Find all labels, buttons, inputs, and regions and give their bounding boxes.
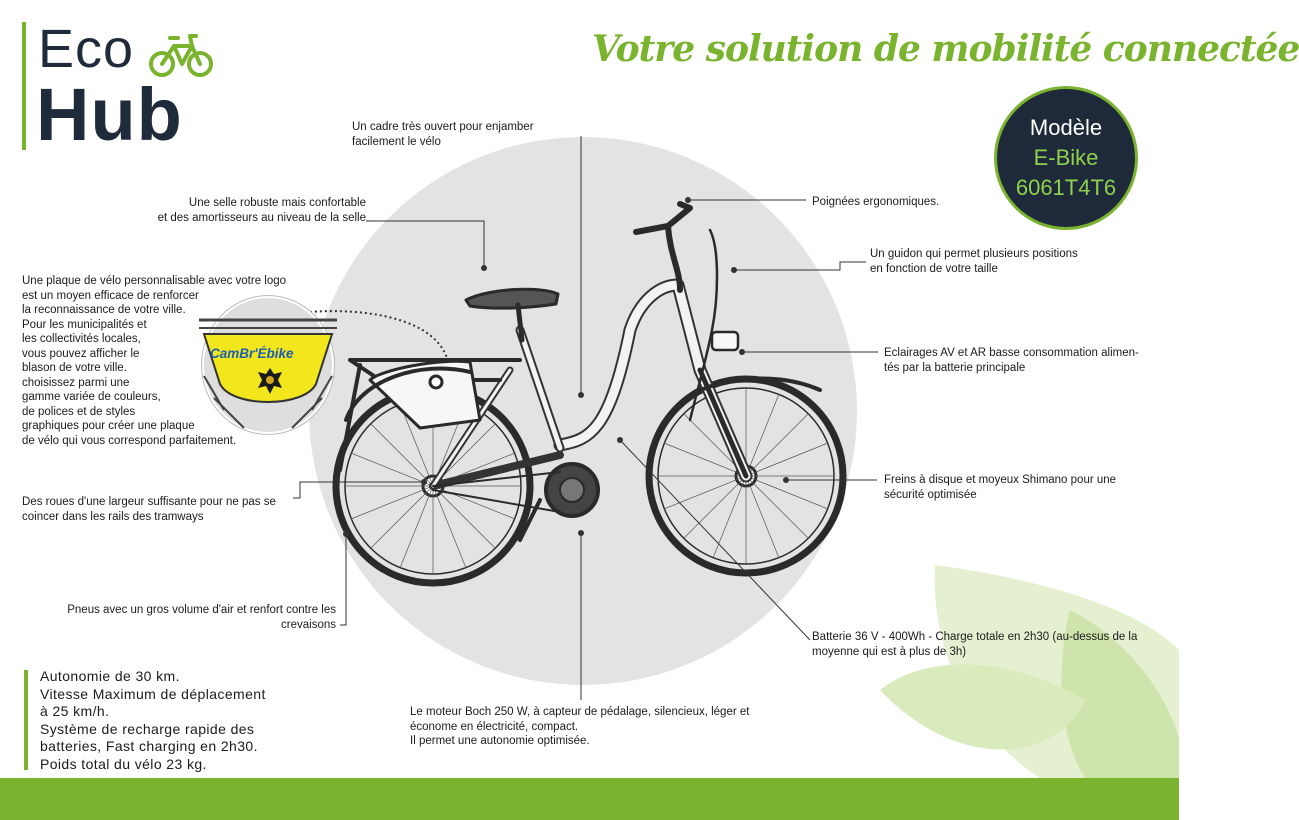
specs-accent-bar [24,670,28,770]
plate-text: CamBr'Ébike [210,346,294,361]
model-badge [994,86,1138,230]
label-handlebar: Un guidon qui permet plusieurs positions en fonction de votre taille [870,248,1078,275]
logo-hub: Hub [36,73,183,156]
logo-eco: Eco [38,19,135,79]
label-frame: Un cadre très ouvert pour enjamber facilement le vélo [352,121,534,148]
badge-label: Modèle [1029,115,1103,140]
label-motor: Le moteur Boch 250 W, à capteur de pédalage, silencieux, léger et économe en électricité, compact. Il permet une autonomie optimisée. [410,706,750,747]
label-lights: Eclairages AV et AR basse consommation alimen- tés par la batterie principale [884,347,1139,374]
label-brakes: Freins à disque et moyeux Shimano pour une sécurité optimisée [884,474,1117,501]
label-wheels: Des roues d'une largeur suffisante pour ne pas se coincer dans les rails des tramways [22,496,276,523]
footer-band [0,778,1179,820]
label-grips: Poignées ergonomiques. [812,196,940,208]
badge-code: 6061T4T6 [1015,175,1117,200]
tagline-heading: Votre solution de mobilité connectée [592,28,1299,70]
label-saddle: Une selle robuste mais confortable et des amortisseurs au niveau de la selle [157,197,366,224]
logo-accent-bar [22,22,26,150]
badge-model: E-Bike [1033,145,1099,170]
label-tires: Pneus avec un gros volume d'air et renfort contre les crevaisons [67,604,336,631]
label-battery: Batterie 36 V - 400Wh - Charge totale en 2h30 (au-dessus de la moyenne qui est à plus de 3h) [812,631,1138,658]
label-plate: Une plaque de vélo personnalisable avec votre logo est un moyen efficace de renforcer la reconnaissance de votre ville. Pour les municipalités et les collectivités locales, vous pouvez afficher le blason de votre ville. choisissez parmi une gamme variée de couleurs, de polices et de styles graphiques pour créer une plaque de vélo qui vous correspond parfaitement. [22,275,287,447]
specs-text: Autonomie de 30 km. Vitesse Maximum de déplacement à 25 km/h. Système de recharge rapide des batteries, Fast charging en 2h30. Poids total du vélo 23 kg. [40,668,266,772]
